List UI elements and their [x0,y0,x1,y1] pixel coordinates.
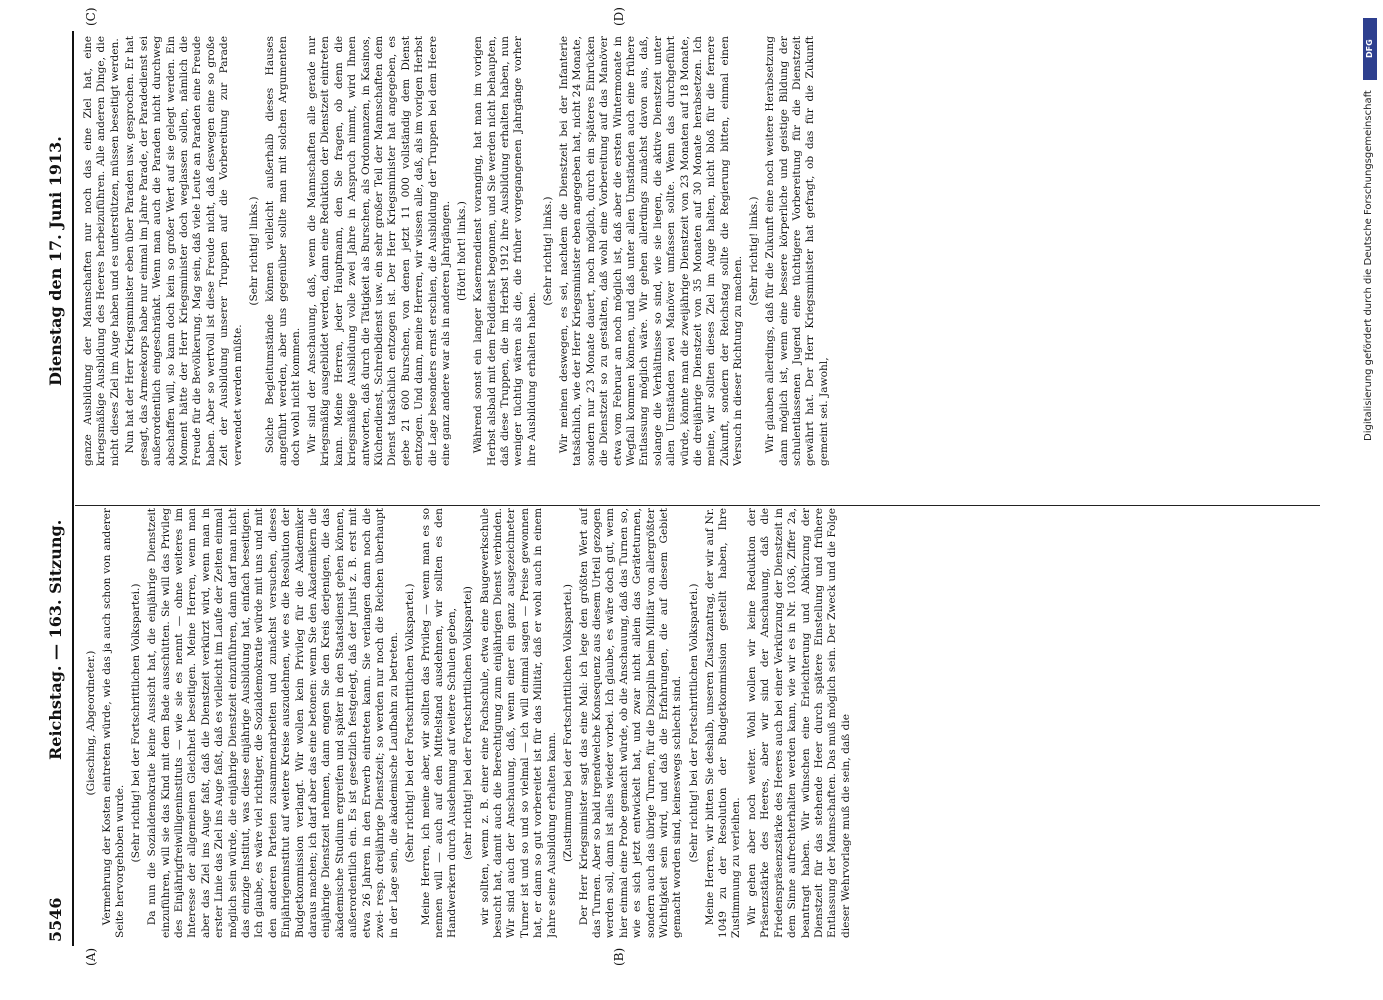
margin-mark-b: (B) [612,947,626,966]
paragraph: Wir meinen deswegen, es sei, nachdem die Dienstzeit bei der Infanterie tatsächlich, wie der Herr Kriegsminister eben angegeben hat, nicht 24 Monate, sondern nur 23 Monate dauert, noch möglich, durch ein späteres Einrücken die Dienstzeit so zu gestalten, daß wohl eine Vorbereitung auf das Manöver etwa vom Februar an noch möglich ist, daß aber die ersten Wintermonate in Wegfall kommen können, und daß unter allen Umständen auch eine frühere Entlassung möglich wäre. Wir gehen allerdings zunächst davon aus, daß, solange die Verhältnisse so sind, wie sie liegen, die aktive Dienstzeit unter allen Umständen zwei Manöver umfassen sollte. Wenn das durchgeführt würde, könnte man die zweijährige Dienstzeit von 23 Monaten auf 18 Monate, die dreijährige Dienstzeit von 35 Monaten auf 30 Monate herabsetzen. Ich meine, wir sollten dieses Ziel im Auge halten, nicht bloß für die fernere Zukunft, sondern der Reichstag sollte die Regierung bitten, einmal einen Versuch in dieser Richtung zu machen. [557,36,745,466]
paragraph: Solche Begleitumstände können vielleicht außerhalb dieses Hauses angeführt werden, aber uns gegenüber sollte man mit solchen Argumenten doch wohl nicht kommen. [263,36,303,466]
interjection: (Sehr richtig! links.) [748,196,761,306]
paragraph: Vermehrung der Kosten eintreten würde, wie das ja auch schon von anderer Seite hervorgehoben wurde. [100,508,127,938]
paragraph: wir sollten, wenn z. B. einer eine Fachschule, etwa eine Baugewerkschule besucht hat, damit auch die Berechtigung zum einjährigen Dienst verbinden. Wir sind auch der Anschauung, daß, wenn einer ein ganz ausgezeichneter Turner ist und so und so vielmal — ich will einmal sagen — Preise gewonnen hat, er dann so gut vorbereitet ist für das Militär, daß er wohl auch in einem Jahre seine Ausbildung erhalten kann. [478,508,558,938]
header-rule [72,31,74,946]
right-column [82,36,1322,466]
paragraph: Wir sind der Anschauung, daß, wenn die Mannschaften alle gerade nur kriegsmäßig ausgebildet werden, dann eine Reduktion der Dienstzeit eintreten kann. Meine Herren, jeder Hauptmann, den Sie fragen, ob denn die kriegsmäßige Ausbildung volle zwei Jahre in Anspruch nimmt, wird Ihnen antworten, daß durch die Tätigkeit als Burschen, als Ordonnanzen, in Kasinos, Küchendienst, Schreibdienst usw. ein sehr großer Teil der Mannschaften dem Dienst tatsächlich entzogen ist. Der Herr Kriegsminister hat angegeben, es gebe 21 600 Burschen, von denen jetzt 11 000 vollständig dem Dienst entzogen. Und dann, meine Herren, wir wissen alle, daß, als im vorigen Herbst die Lage besonders ernst erschien, die Ausbildung der Truppen bei dem Heere eine ganz andere war als in anderen Jahrgängen. [306,36,453,466]
margin-mark-a: (A) [84,947,98,966]
interjection: (Giesching, Abgeordneter.) [84,650,97,796]
interjection: (Sehr richtig! links.) [541,196,554,306]
interjection: (Sehr richtig! bei der Fortschrittlichen Volkspartei.) [403,583,416,863]
credit-text: Digitalisierung gefördert durch die Deutsche Forschungsgemeinschaft [1363,90,1374,441]
dfg-logo: DFG [1363,18,1377,80]
paragraph: Wir glauben allerdings, daß für die Zukunft eine noch weitere Herabsetzung dann möglich ist, wenn eine bessere körperliche und geistige Bildung der schulentlassenen Jugend eine tüchtigere Vorbereitung für die Dienstzeit gewährt hat. Der Herr Kriegsminister hat gefragt, ob das für die Zukunft gemeint sei. Jawohl, [764,36,830,466]
interjection: (Sehr richtig! bei der Fortschrittlichen Volkspartei.) [130,583,143,863]
paragraph: Während sonst ein langer Kasernendienst voranging, hat man im vorigen Herbst alsbald mit dem Felddienst begonnen, und Sie werden nicht behaupten, daß diese Truppen, die im Herbst 1912 ihre Ausbildung erhalten haben, nun weniger tüchtig wären als die, die früher vorgegangenen Jahrgänge vorher ihre Ausbildung erhalten haben. [472,36,538,466]
column-divider [75,505,1320,506]
interjection: (Sehr richtig! bei der Fortschrittlichen Volkspartei.) [687,583,700,863]
paragraph: Meine Herren, ich meine aber, wir sollten das Privileg — wenn man es so nennen will — auch auf den Mittelstand ausdehnen, wir sollten es den Handwerkern durch Ausdehnung auf weitere Schulen geben, [419,508,459,938]
margin-mark-c: (C) [84,7,98,26]
paragraph: Da nun die Sozialdemokratie keine Aussicht hat, die einjährige Dienstzeit einzuführen, will sie das Kind mit dem Bade ausschütten. Sie will das Privileg des Einjährigfreiwilligeninstituts — wie sie es nennt — ohne weiteres im Interesse der allgemeinen Gleichheit beseitigen. Meine Herren, wenn man aber das Ziel ins Auge faßt, daß die Dienstzeit verkürzt wird, wenn man in erster Linie das Ziel ins Auge faßt, daß es vielleicht im Laufe der Zeiten einmal möglich sein würde, die einjährige Dienstzeit einzuführen, dann darf man nicht das einzige Institut, was diese einjährige Ausbildung hat, einfach beseitigen. Ich glaube, es wäre viel richtiger, die Sozialdemokratie würde mit uns und mit den anderen Parteien zusammenarbeiten und zunächst versuchen, dieses Einjährigeninstitut auf weitere Kreise auszudehnen, wie es die Resolution der Budgetkommission verlangt. Wir wollen kein Privileg für die Akademiker daraus machen; ich darf aber das eine betonen: wenn Sie den Akademikern die einjährige Dienstzeit nehmen, dann engen Sie den Kreis derjenigen, die das akademische Studium ergreifen und später in den Staatsdienst gehen können, außerordentlich ein. Es ist gesetzlich festgelegt, daß der Jurist z. B. erst mit etwa 26 Jahren in den Erwerb eintreten kann. Sie verlangen dann noch die zwei- resp. dreijährige Dienstzeit; so werden nur noch die Reichen überhaupt in der Lage sein, die akademische Laufbahn zu betreten. [146,508,400,938]
paragraph: Nun hat der Herr Kriegsminister eben über Paraden usw. gesprochen. Er hat gesagt, das Armeekorps habe nur einmal im Jahre Parade, der Paradedienst sei außerordentlich eingeschränkt. Wenn man auch die Paraden nicht durchweg abschaffen will, so kann doch kein so großer Wert auf sie gelegt werden. Ein Moment hätte der Herr Kriegsminister doch weglassen sollen, nämlich die Freude für die Bevölkerung. Mag sein, daß viele Leute an Paraden eine Freude haben. Aber so wertvoll ist diese Freude nicht, daß deswegen eine so große Zeit der Ausbildung unserer Truppen auf die Vorbereitung zur Parade verwendet werden müßte. [124,36,244,466]
paragraph: Der Herr Kriegsminister sagt das eine Mal: ich lege den größten Wert auf das Turnen. Aber so bald irgendwelche Konsequenz aus diesem Urteil gezogen werden soll, dann ist alles wieder vorbei. Ich glaube, es wäre doch gut, wenn hier einmal eine Probe gemacht würde, ob die Anschauung, daß das Turnen so, wie es sich jetzt entwickelt hat, und zwar nicht allein das Geräteturnen, sondern auch das übrige Turnen, für die Disziplin beim Militär von allergrößter Wichtigkeit sein wird, und daß die Erfahrungen, die auf diesem Gebiet gemacht worden sind, keineswegs schlecht sind. [577,508,684,938]
paragraph: Meine Herren, wir bitten Sie deshalb, unseren Zusatzantrag, der wir auf Nr. 1049 zu der Resolution der Budgetkommission gestellt haben, Ihre Zustimmung zu verleihen. [703,508,743,938]
interjection: (sehr richtig! bei der Fortschrittlichen Volkspartei) [462,586,475,860]
page-header [40,37,70,942]
session-date: Dienstag den 17. Juni 1913. [46,136,65,386]
interjection: (Zustimmung bei der Fortschrittlichen Volkspartei.) [561,583,574,863]
interjection: (Hört! hört! links.) [456,201,469,301]
margin-mark-d: (D) [612,7,626,26]
session-title: Reichstag. — 163. Sitzung. [46,519,65,760]
left-column [82,508,1322,938]
paragraph: Wir gehen aber noch weiter. Wohl wollen wir keine Reduktion der Präsenzstärke des Heeres, aber wir sind der Anschauung, daß die Friedenspräsenzstärke des Heeres auch bei einer Verkürzung der Dienstzeit in dem Sinne aufrechterhalten werden kann, wie wir es in Nr. 1036, Ziffer 2a, beantragt haben. Wir wünschen eine Erleichterung und Abkürzung der Dienstzeit für das stehende Heer durch spätere Einstellung und frühere Entlassung der Mannschaften. Das muß möglich sein. Der Zweck und die Folge dieser Wehrvorlage muß die sein, daß die [745,508,852,938]
page-number: 5546 [46,897,65,942]
paragraph: ganze Ausbildung der Mannschaften nur noch das eine Ziel hat, eine kriegsmäßige Ausbildung des Heeres herbeizuführen. Alle anderen Dinge, die nicht dieses Ziel im Auge haben und es unterstützen, müssen beseitigt werden. [82,36,121,466]
interjection: (Sehr richtig! links.) [247,196,260,306]
digitization-credit [1362,10,1378,990]
